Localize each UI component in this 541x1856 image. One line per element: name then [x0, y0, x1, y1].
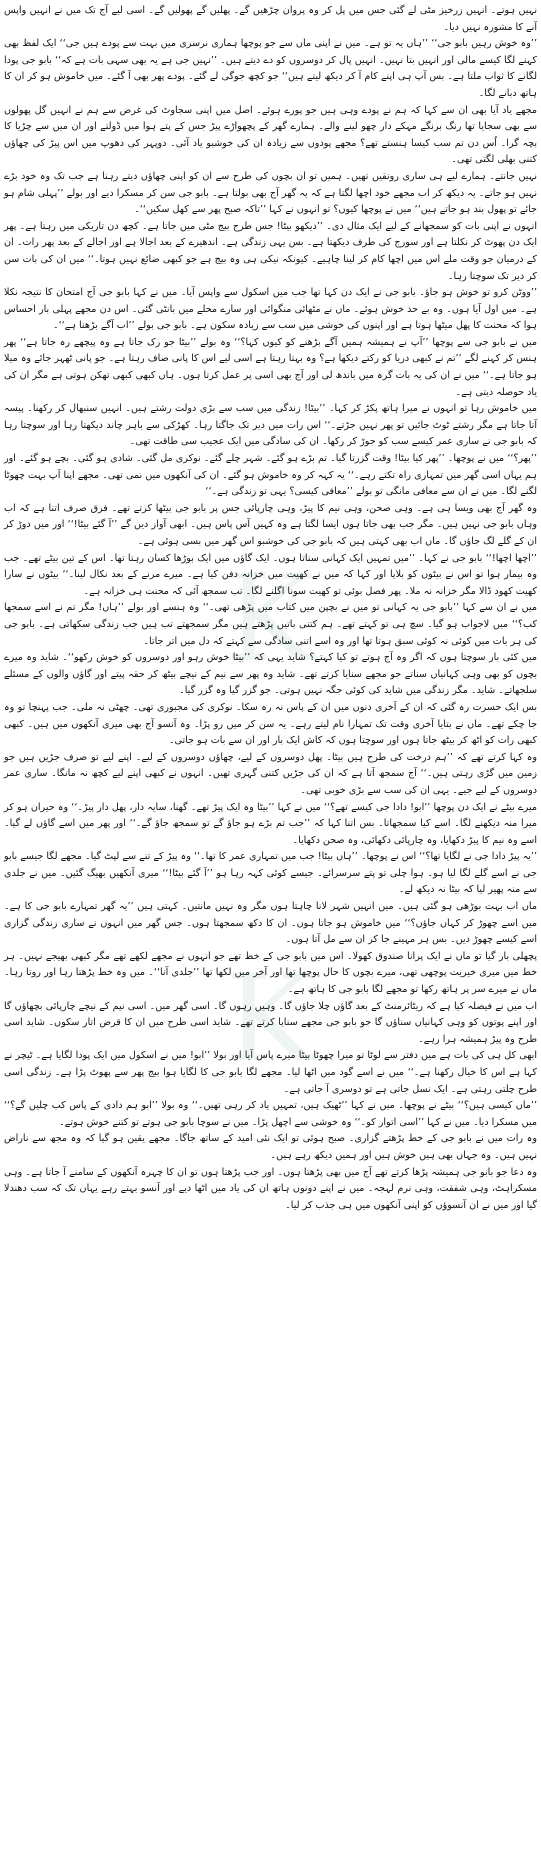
article-paragraph: ’’یہ پیڑ دادا جی نے لگایا تھا؟‘‘ اس نے پوچھا۔ ’’ہاں بیٹا! جب میں تمہاری عمر کا تھا۔‘‘ وہ پیڑ کے تنے سے لپٹ گیا۔ مجھے لگا جیسے بابو جی نے اسے گلے لگا لیا ہو۔ ہوا چلی تو پتے سرسرائے۔ جیسے کوئی کہہ رہا ہو ’’آ گئے بیٹا!‘‘ میری آنکھیں بھیگ گئیں۔ میں نے جلدی سے منہ پھیر لیا کہ بیٹا نہ دیکھ لے۔	[4, 851, 537, 896]
article-paragraph: پچھلی بار گیا تو ماں نے ایک پرانا صندوق کھولا۔ اس میں بابو جی کے خط تھے جو انہوں نے مجھے لکھے تھے مگر کبھی بھیجے نہیں۔ ہر خط میں میری خیریت پوچھی تھی، میرے بچوں کا حال پوچھا تھا اور آخر میں لکھا تھا ’’جلدی آنا‘‘۔ میں وہ خط پڑھتا رہا اور روتا رہا۔ ماں نے میرے سر پر ہاتھ رکھا تو مجھے لگا بابو جی کا ہاتھ ہے۔	[4, 950, 537, 996]
article-paragraph: میرے بیٹے نے ایک دن پوچھا ’’ابو! دادا جی کیسے تھے؟‘‘ میں نے کہا ’’بیٹا وہ ایک پیڑ تھے۔ گھنا، سایہ دار، پھل دار پیڑ۔‘‘ وہ حیران ہو کر میرا منہ دیکھنے لگا۔ اسے کیا سمجھاتا۔ بس اتنا کہا کہ ’’جب تم بڑے ہو جاؤ گے تو سمجھ جاؤ گے۔‘‘ اور پھر میں اسے گاؤں لے گیا۔ اسے وہ نیم کا پیڑ دکھایا، وہ چارپائی دکھائی، وہ صحن دکھایا۔	[4, 801, 537, 846]
article-paragraph: ’’ووٹن کرو تو خوش ہو جاؤ۔ بابو جی نے ایک دن کہا تھا جب میں اسکول سے واپس آیا۔ میں نے کہا بابو جی آج امتحان کا نتیجہ نکلا ہے۔ میں اول آیا ہوں۔ وہ بے حد خوش ہوئے۔ ماں نے مٹھائی منگوائی اور سارے محلے میں بانٹی گئی۔ اس دن مجھے پہلی بار احساس ہوا کہ محنت کا پھل میٹھا ہوتا ہے اور اپنوں کی خوشی میں سب سے زیادہ سکون ہے۔ بابو جی بولے ’’اب آگے بڑھنا ہے‘‘۔	[4, 287, 537, 332]
article-paragraph: ’’اچھا اچھا!‘‘ بابو جی نے کہا۔ ’’میں تمہیں ایک کہانی سناتا ہوں۔ ایک گاؤں میں ایک بوڑھا کسان رہتا تھا۔ اس کے تین بیٹے تھے۔ جب وہ بیمار ہوا تو اس نے بیٹوں کو بلایا اور کہا کہ میں نے کھیت میں خزانہ دفن کیا ہے۔ میرے مرنے کے بعد نکال لینا۔‘‘ بیٹوں نے سارا کھیت کھود ڈالا مگر خزانہ نہ ملا۔ پھر فصل بوئی تو کھیت سونا اگلنے لگا۔ تب سمجھ آئی کہ محنت ہی خزانہ ہے۔	[4, 552, 537, 597]
article-paragraph: ابھی کل ہی کی بات ہے میں دفتر سے لوٹا تو میرا چھوٹا بیٹا میرے پاس آیا اور بولا ’’ابو! میں نے اسکول میں ایک پودا لگایا ہے۔ ٹیچر نے کہا ہے اس کا خیال رکھنا ہے۔‘‘ میں نے اسے گود میں اٹھا لیا۔ مجھے لگا بابو جی کا لگایا ہوا بیج پھر سے پھوٹ پڑا ہے۔ زندگی اسی طرح چلتی رہتی ہے۔ ایک نسل جاتی ہے تو دوسری آ جاتی ہے۔	[4, 1050, 537, 1095]
article-paragraph: وہ گھر آج بھی ویسا ہی ہے۔ وہی صحن، وہی نیم کا پیڑ، وہی چارپائی جس پر بابو جی بیٹھا کرتے تھے۔ فرق صرف اتنا ہے کہ اب وہاں بابو جی نہیں ہیں۔ مگر جب بھی جاتا ہوں ایسا لگتا ہے وہ کہیں آس پاس ہیں۔ ابھی آواز دیں گے ’’آ گئے بیٹا!‘‘ اور میں دوڑ کر ان کے گلے لگ جاؤں گا۔ ماں اب بھی کہتی ہیں کہ بابو جی کی خوشبو اس گھر میں بسی ہوئی ہے۔	[4, 502, 537, 547]
article-paragraph: ماں اب بہت بوڑھی ہو گئی ہیں۔ میں انہیں شہر لانا چاہتا ہوں مگر وہ نہیں مانتیں۔ کہتی ہیں ’’یہ گھر تمہارے بابو جی کا ہے۔ میں اسے چھوڑ کر کہاں جاؤں؟‘‘ میں خاموش ہو جاتا ہوں۔ ان کا دکھ سمجھتا ہوں۔ جس گھر میں انہوں نے ساری زندگی گزاری اسے کیسے چھوڑ دیں۔ بس ہر مہینے جا کر ان سے مل آتا ہوں۔	[4, 901, 537, 946]
article-paragraph: نہیں ہوتے۔ انہیں زرخیز مٹی لے گئی جس میں پل کر وہ پروان چڑھیں گے۔ پھلیں گے پھولیں گے۔ اسی لیے آج تک میں نے انہیں واپس آنے کا مشورہ نہیں دیا۔	[4, 5, 537, 33]
svg-text:K: K	[225, 550, 315, 689]
article-paragraph: میں کئی بار سوچتا ہوں کہ اگر وہ آج ہوتے تو کیا کہتے؟ شاید یہی کہ ’’بیٹا خوش رہو اور دوسروں کو خوش رکھو‘‘۔ شاید وہ میرے بچوں کو بھی وہی کہانیاں سناتے جو مجھے سنایا کرتے تھے۔ شاید وہ پھر سے نیم کے نیچے بیٹھ کر حقہ پیتے اور گاؤں والوں کے مسئلے سلجھاتے۔ شاید۔ مگر زندگی میں شاید کی کوئی جگہ نہیں ہوتی۔ جو گزر گیا وہ گزر گیا۔	[4, 652, 537, 697]
article-paragraph: ’’پھر؟‘‘ میں نے پوچھا۔ ’’پھر کیا بیٹا! وقت گزرتا گیا۔ تم بڑے ہو گئے۔ شہر چلے گئے۔ نوکری مل گئی۔ شادی ہو گئی۔ بچے ہو گئے۔ اور ہم یہاں اسی گھر میں تمہاری راہ تکتے رہے۔‘‘ یہ کہہ کر وہ خاموش ہو گئے۔ ان کی آنکھوں میں نمی تھی۔ مجھے اپنا آپ بہت چھوٹا لگنے لگا۔ میں نے ان سے معافی مانگی تو بولے ’’معافی کیسی؟ یہی تو زندگی ہے۔‘‘	[4, 453, 537, 498]
article-paragraph: ’’ماں کیسی ہیں؟‘‘ بیٹے نے پوچھا۔ میں نے کہا ’’ٹھیک ہیں، تمہیں یاد کر رہی تھیں۔‘‘ وہ بولا ’’ابو ہم دادی کے پاس کب چلیں گے؟‘‘ میں مسکرا دیا۔ میں نے کہا ’’اسی اتوار کو۔‘‘ وہ خوشی سے اچھل پڑا۔ میں نے سوچا بابو جی ہوتے تو کتنے خوش ہوتے۔	[4, 1100, 537, 1128]
article-paragraph: نہیں جانتے۔ ہمارے لیے ہی ساری رونقیں تھیں۔ ہمیں تو ان بچوں کی طرح سے ان کو اپنی چھاؤں دیتے رہنا ہے جب تک وہ خود بڑے نہیں ہو جاتے۔ یہ دیکھ کر اب مجھے خود اچھا لگتا ہے کہ یہ گھر آج بھی بولتا ہے۔ بابو جی سن کر مسکرا دیے اور بولے ’’پہلی شام ہو جائے تو پھول بند ہو جاتے ہیں‘‘ میں نے پوچھا کیوں؟ تو انہوں نے کہا ’’تاکہ صبح پھر سے کھل سکیں‘‘۔	[4, 170, 537, 216]
article-paragraph: وہ دعا جو بابو جی ہمیشہ پڑھا کرتے تھے آج میں بھی پڑھتا ہوں۔ اور جب پڑھتا ہوں تو ان کا چہرہ آنکھوں کے سامنے آ جاتا ہے۔ وہی مسکراہٹ، وہی شفقت، وہی نرم لہجہ۔ میں نے اپنے دونوں ہاتھ ان کی یاد میں اٹھا دیے اور آنسو بہتے رہے یہاں تک کہ سب دھندلا گیا اور میں نے ان آنسوؤں کو اپنی آنکھوں میں ہی جذب کر لیا۔	[4, 1166, 537, 1211]
article-paragraph: میں نے ان سے کہا ’’بابو جی یہ کہانی تو میں نے بچپن میں کتاب میں پڑھی تھی۔‘‘ وہ ہنسے اور بولے ’’ہاں! مگر تم نے اسے سمجھا کب؟‘‘ میں لاجواب ہو گیا۔ سچ ہی تو کہتے تھے۔ ہم کتنی باتیں پڑھتے ہیں مگر سمجھتے تب ہیں جب زندگی سکھاتی ہے۔ بابو جی کی ہر بات میں کوئی نہ کوئی سبق ہوتا تھا اور وہ اسے اتنی سادگی سے کہتے کہ دل میں اتر جاتا۔	[4, 602, 537, 647]
article-paragraph: اب میں نے فیصلہ کیا ہے کہ ریٹائرمنٹ کے بعد گاؤں چلا جاؤں گا۔ وہیں رہوں گا۔ اسی گھر میں۔ اسی نیم کے نیچے چارپائی بچھاؤں گا اور اپنے پوتوں کو وہی کہانیاں سناؤں گا جو بابو جی مجھے سنایا کرتے تھے۔ شاید اسی طرح میں ان کا قرض اتار سکوں۔ شاید اسی طرح وہ پیڑ ہمیشہ ہرا رہے۔	[4, 1000, 537, 1045]
article-paragraph: میں خاموش رہا تو انہوں نے میرا ہاتھ پکڑ کر کہا۔ ’’بیٹا! زندگی میں سب سے بڑی دولت رشتے ہیں۔ انہیں سنبھال کر رکھنا۔ پیسہ آتا جاتا ہے مگر رشتے ٹوٹ جائیں تو پھر نہیں جڑتے۔‘‘ اس رات میں دیر تک جاگتا رہا۔ کھڑکی سے باہر چاند دیکھتا رہا اور سوچتا رہا کہ بابو جی نے ساری عمر کیسے سب کو جوڑ کر رکھا۔ ان کی سادگی میں ایک عجیب سی طاقت تھی۔	[4, 403, 537, 448]
article-paragraph: میں نے بابو جی سے پوچھا ’’آپ نے ہمیشہ ہمیں آگے بڑھنے کو کیوں کہا؟‘‘ وہ بولے ’’بیٹا جو رک جاتا ہے وہ پیچھے رہ جاتا ہے‘‘ پھر ہنس کر کہنے لگے ’’تم نے کبھی دریا کو رکتے دیکھا ہے؟ وہ بہتا رہتا ہے اسی لیے اس کا پانی صاف رہتا ہے۔ جو پانی ٹھہر جائے وہ میلا ہو جاتا ہے۔‘‘ میں نے ان کی یہ بات گرہ میں باندھ لی اور آج بھی اسی پر عمل کرتا ہوں۔ ہاں کبھی کبھی تھکن ہوتی ہے مگر ان کی یاد حوصلہ دیتی ہے۔	[4, 336, 537, 398]
article-paragraph: انہوں نے اپنی بات کو سمجھانے کے لیے ایک مثال دی۔ ’’دیکھو بیٹا! جس طرح بیج مٹی میں جاتا ہے۔ کچھ دن تاریکی میں رہتا ہے۔ پھر ایک دن پھوٹ کر نکلتا ہے اور سورج کی طرف دیکھتا ہے۔ بس یہی زندگی ہے۔ اندھیرے کے بعد اجالا ہے اور اجالے کے بعد پھر رات۔ ان کے درمیان جو وقت ملے اس میں اچھا کام کر لینا چاہیے۔ کیونکہ نیکی ہی وہ بیج ہے جو کبھی ضائع نہیں ہوتا۔‘‘ میں ان کی بات سن کر دیر تک سوچتا رہا۔	[4, 220, 537, 282]
article-paragraph: مجھے یاد آیا بھی ان سے کہا کہ ہم نے پودے وہی ہیں جو پورے ہوئے۔ اصل میں اپنی سجاوٹ کی غرض سے ہم نے انہیں گل پھولوں سے بھی سجایا تھا رنگ برنگے مہکے دار چھو لینے والے۔ ہمارے گھر کے پچھواڑے پیڑ جس کے پتے ہوا میں ڈولتے اور ان میں سے چڑیا کا بچہ گرا۔ اُس دن تم سب کیسا ہنستے تھے؟ مجھے پودوں سے زیادہ ان کی خوشبو یاد آئی۔ دوپہر کی دھوپ میں اس پیڑ کی چھاؤں کتنی بھلی لگتی تھی۔	[4, 104, 537, 166]
svg-text:K: K	[225, 950, 315, 1089]
article-paragraph: وہ رات میں نے بابو جی کے خط پڑھتے گزاری۔ صبح ہوئی تو ایک نئی امید کے ساتھ جاگا۔ مجھے یقین ہو گیا کہ وہ مجھ سے ناراض نہیں ہیں۔ وہ جہاں بھی ہیں خوش ہیں اور ہمیں دیکھ رہے ہیں۔	[4, 1133, 537, 1161]
article-paragraph: وہ کہا کرتے تھے کہ ’’ہم درخت کی طرح ہیں بیٹا۔ پھل دوسروں کے لیے، چھاؤں دوسروں کے لیے۔ اپنے لیے تو صرف جڑیں ہیں جو زمین میں گڑی رہتی ہیں۔‘‘ آج سمجھ آتا ہے کہ ان کی جڑیں کتنی گہری تھیں۔ انہوں نے کبھی اپنے لیے کچھ نہ مانگا۔ ساری عمر دوسروں کے لیے جیے۔ یہی ان کی سب سے بڑی خوبی تھی۔	[4, 751, 537, 796]
article-paragraph: بس ایک حسرت رہ گئی کہ ان کے آخری دنوں میں ان کے پاس نہ رہ سکا۔ نوکری کی مجبوری تھی۔ چھٹی نہ ملی۔ جب پہنچا تو وہ جا چکے تھے۔ ماں نے بتایا آخری وقت تک تمہارا نام لیتے رہے۔ یہ سن کر میں رو پڑا۔ وہ آنسو آج بھی میری آنکھوں میں ہیں۔ کبھی کبھی رات کو اٹھ کر بیٹھ جاتا ہوں اور سوچتا ہوں کہ کاش ایک بار اور ان سے بات ہو جاتی۔	[4, 701, 537, 747]
article-paragraph: ’’وہ خوش رہیں بابو جی‘‘ ’’ہاں یہ تو ہے۔ میں نے اپنی ماں سے جو پوچھا ہماری نرسری میں بہت سے پودے ہیں جی‘‘ ایک لفظ بھی کہنے لگا کیسے مالی اور انہیں بتا نہیں۔ انہیں پال کر دوسروں کو دے دیتے ہیں۔ ’’نہیں جی ہے یہ بھی سہی بات ہے کہ‘‘ بابو جی پودا لگانے کا ثواب ملتا ہے۔ بس آپ ہی اپنے کام آ کر دیکھ لیتے ہیں‘‘ جو کچھ جوگی لے گئے۔ پودے پھر بھی آ گئے۔ میں خاموش ہو کر ان کا ہاتھ دبانے لگا۔	[4, 38, 537, 99]
